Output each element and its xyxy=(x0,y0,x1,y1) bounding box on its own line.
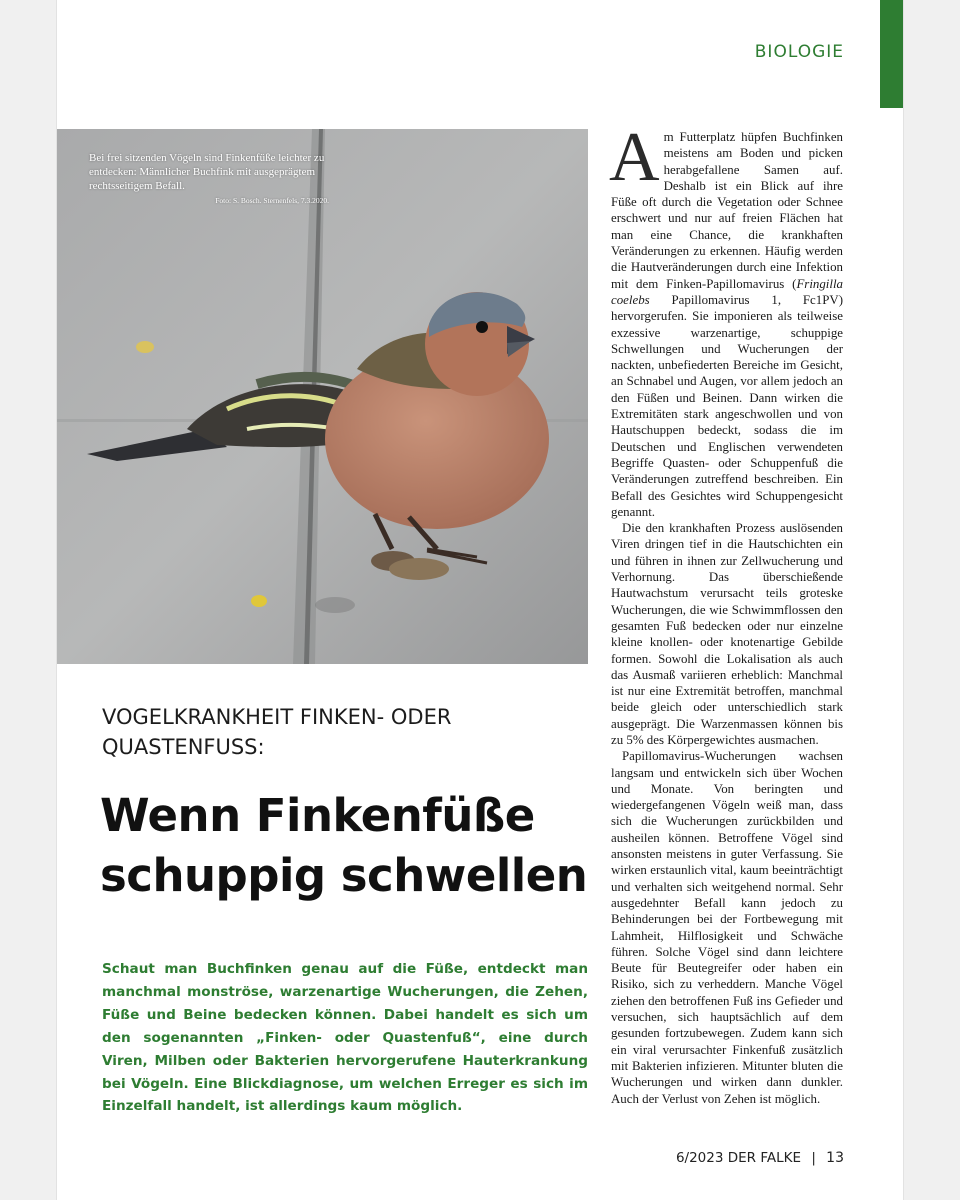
body-paragraph-2: Die den krankhaften Prozess auslösenden Viren dringen tief in die Hautschichten ein und führen in ihnen zur Zellwucherung und Verhornung. Das überschießende Hautwachstum verursacht teils groteske Wucherungen, die wie Schwimmflossen den gesamten Fuß bedecken oder nur einzelne kleine knollen- oder knotenartige Gebilde formen. Sowohl die Lokalisation als auch das Ausmaß variieren erheblich: Manchmal ist nur eine Extremität betroffen, manchmal beide gleich oder unterschiedlich stark ausgeprägt. Die Warzenmassen können bis zu 5% des Körpergewichtes ausmachen. xyxy=(611,521,843,747)
species-name-italic: Fringilla coelebs xyxy=(611,276,843,307)
article-headline xyxy=(100,786,610,906)
body-paragraph-1 xyxy=(609,119,843,520)
magazine-name: DER FALKE xyxy=(727,1150,802,1166)
chaffinch-illustration xyxy=(57,129,588,664)
headline-line-1: Wenn Finkenfüße xyxy=(100,789,535,842)
article-body-column xyxy=(609,119,843,1107)
issue-number: 6/2023 xyxy=(675,1150,724,1166)
footer-separator: | xyxy=(811,1150,816,1166)
section-label: BIOLOGIE xyxy=(754,42,844,62)
headline-line-2: schuppig schwellen xyxy=(100,849,588,902)
photo-credit: Foto: S. Bosch. Sternenfels, 7.3.2020. xyxy=(215,196,329,205)
article-lead: Schaut man Buchfinken genau auf die Füße, entdeckt man manchmal monströse, warzenartige Wucherungen, die Zehen, Füße und Beine bedecken können. Dabei handelt es sich um den sogenannten „Finken- oder Quastenfuß“, eine durch Viren, Milben oder Bakterien hervorgerufene Hauterkrankung bei Vögeln. Eine Blickdiagnose, um welchen Erreger es sich im Einzelfall handelt, ist allerdings kaum möglich. xyxy=(102,961,588,1115)
chaffinch-photo xyxy=(57,129,588,664)
page-number: 13 xyxy=(826,1150,844,1166)
drop-cap: A xyxy=(609,119,660,196)
photo-caption xyxy=(89,151,329,208)
article-kicker: VOGELKRANKHEIT FINKEN- ODER QUASTENFUSS: xyxy=(102,705,452,759)
body-p1-part2: Papillomavirus 1, Fc1PV) hervorgerufen. Sie imponieren als teilweise exzessive warzenartige, schuppige Schwellungen und Wucherungen der nackten, unbefiederten Bereiche im Gesicht, an Schnabel und Augen, vor allem jedoch an den Füßen und Beinen. Dann wirken die Extremitäten stark angeschwollen und von Hautschuppen bedeckt, sodass die im Deutschen und Englischen verwendeten Begriffe Quasten- oder Schuppenfuß die Veränderungen zutreffend beschreiben. Ein Befall des Gesichtes wird Schuppengesicht genannt. xyxy=(611,292,843,519)
section-color-bar xyxy=(880,0,903,108)
caption-text: Bei frei sitzenden Vögeln sind Finkenfüße leichter zu entdecken: Männlicher Buchfink mit ausgeprägtem rechtsseitigem Befall. xyxy=(89,152,325,192)
page-footer xyxy=(676,1150,844,1166)
body-p1-part1: m Futterplatz hüpfen Buchfinken meistens am Boden und picken herabgefallene Samen auf. Deshalb ist ein Blick auf ihre Füße oft durch die Vegetation oder Schnee erschwert und nur auf freien Flächen hat man eine Chance, die krankhaften Veränderungen zu erkennen. Häufig werden die Hautveränderungen durch eine Infektion mit dem Finken-Papillomavirus ( xyxy=(611,130,843,291)
body-paragraph-3: Papillomavirus-Wucherungen wachsen langsam und entwickeln sich über Wochen und Monate. Von beringten und wiedergefangenen Vögeln weiß man, dass sich die Wucherungen zurückbilden und ausheilen können. Betroffene Vögel sind ansonsten meistens in guter Verfassung. Sie wirken erstaunlich vital, kaum beeinträchtigt und verhalten sich weitgehend normal. Sehr ausgedehnter Befall kann jedoch zu Behinderungen bei der Fortbewegung mit Lahmheit, Hilflosigkeit und Schwäche führen. Solche Vögel sind dann leichtere Beute für Beutegreifer oder haben ein Risiko, sich zu verheddern. Manche Vögel ziehen den betroffenen Fuß ins Gefieder und versuchen, sich hauptsächlich auf dem gesunden fortzubewegen. Zudem kann sich ein viral verursachter Finkenfuß zusätzlich mit Bakterien infizieren. Mitunter bluten die Wucherungen und wirken dann dunkler. Auch der Verlust von Zehen ist möglich. xyxy=(611,749,843,1106)
